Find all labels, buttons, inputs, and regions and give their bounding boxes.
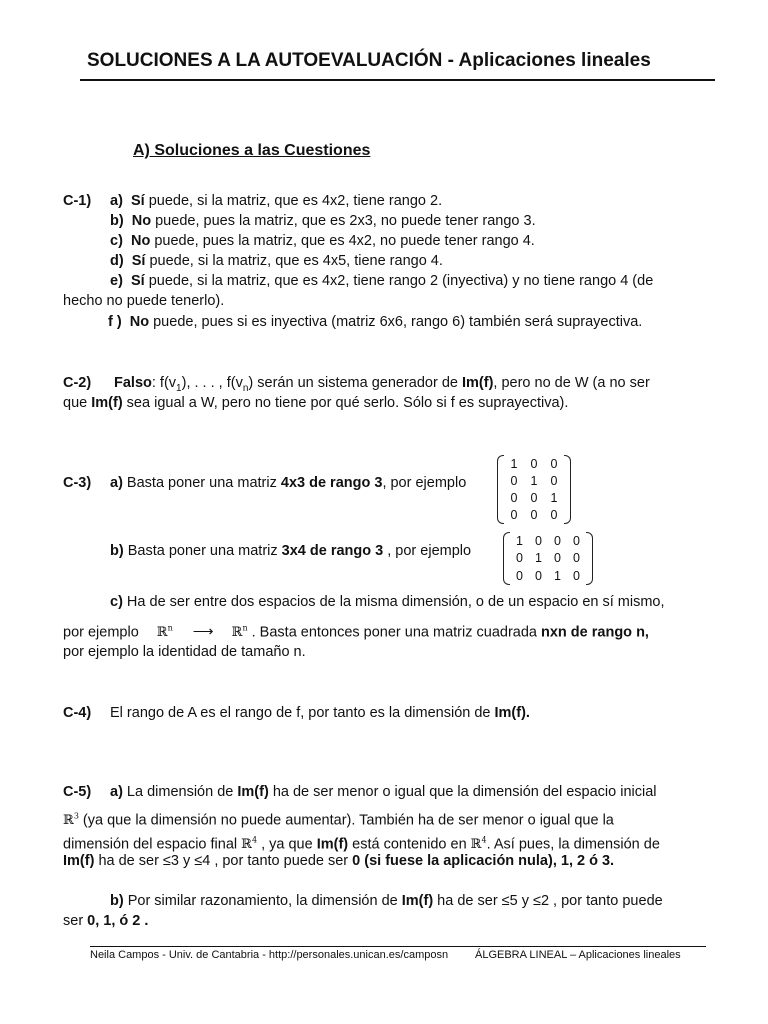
matrix-b-cell: 0 <box>535 533 542 548</box>
matrix-a-row <box>504 472 564 489</box>
c3-item-b <box>110 541 471 561</box>
c1-b-kw: No <box>131 213 152 229</box>
matrix-a-cell: 0 <box>550 473 558 488</box>
c1-a-text: puede, si la matriz, que es 4x2, tiene rango 2. <box>144 193 443 209</box>
c2-l2-post: sea igual a W, pero no tiene por qué serlo. Sólo si f es suprayectiva). <box>122 395 569 411</box>
c2-t2: ), . . . , f(v <box>181 375 243 391</box>
matrix-b-cell: 0 <box>573 569 580 584</box>
c2-t3: ) serán un sistema generador de <box>248 375 462 391</box>
matrix-b-row <box>510 567 586 585</box>
matrix-b-cell: 0 <box>573 533 580 548</box>
maps-to-arrow: ⟶ <box>192 624 214 641</box>
matrix-b-cell: 1 <box>554 569 561 584</box>
matrix-a-cell: 0 <box>550 508 558 523</box>
r4-symbol-1: ℝ <box>241 837 252 853</box>
footer-divider <box>90 946 706 947</box>
c3-a-letter: a) <box>110 475 123 491</box>
domain-space-sup: n <box>167 624 173 633</box>
matrix-b-cell: 1 <box>535 551 542 566</box>
c3-a-pre: Basta poner una matriz <box>122 475 281 491</box>
matrix-a-cell: 0 <box>510 508 518 523</box>
matrix-a-cell: 1 <box>550 491 558 506</box>
c5-b-line-2 <box>63 911 148 931</box>
c1-c-letter: c) <box>110 233 123 249</box>
c3-item-c <box>110 592 665 612</box>
c1-d-text: puede, si la matriz, que es 4x5, tiene rango 4. <box>145 253 443 269</box>
c5-a-l3-pre: dimensión del espacio final <box>63 836 242 853</box>
matrix-a-left-bracket <box>497 455 504 524</box>
c1-label: C-1) <box>63 193 92 209</box>
c1-c-kw: No <box>130 233 151 249</box>
c2-t1: : f(v <box>151 375 177 391</box>
c5-b-l2-pre: ser <box>63 913 88 929</box>
c4-label: C-4) <box>63 705 92 721</box>
c2-kw: Falso <box>114 375 152 391</box>
matrix-a-cell: 0 <box>510 473 518 488</box>
c1-e-letter: e) <box>110 273 123 289</box>
c3-b-pre: Basta poner una matriz <box>123 543 282 559</box>
r3-sup: 3 <box>73 812 79 821</box>
matrix-b-right-bracket <box>586 532 593 585</box>
c1-d-kw: Sí <box>131 253 146 269</box>
c5-a-l4-mid: ha de ser ≤3 y ≤4 , por tanto puede ser <box>94 853 353 869</box>
c5-a-l3-mid2: está contenido en <box>348 836 471 853</box>
c2-subn: n <box>242 382 249 394</box>
c1-item-e <box>110 271 653 291</box>
matrix-b-cell: 1 <box>516 533 523 548</box>
c5-b-l2-bold: 0, 1, ó 2 . <box>87 913 149 929</box>
c3-a-bold: 4x3 de rango 3 <box>280 475 383 491</box>
c5-b-l1-imf: Im(f) <box>401 893 434 909</box>
matrix-b-left-bracket <box>503 532 510 585</box>
c5-b-letter: b) <box>110 893 124 909</box>
section-title: A) Soluciones a las Cuestiones <box>133 142 371 159</box>
c1-b-text: puede, pues la matriz, que es 2x3, no puede tener rango 3. <box>151 213 536 229</box>
matrix-a-cell: 1 <box>530 473 538 488</box>
c5-a-l4-imf: Im(f) <box>63 853 95 869</box>
c5-a-l1-post: ha de ser menor o igual que la dimensión del espacio inicial <box>268 784 657 800</box>
c3-item-a <box>110 473 466 493</box>
matrix-b-cell: 0 <box>573 551 580 566</box>
matrix-b-cell: 0 <box>516 551 523 566</box>
matrix-b-row <box>510 550 586 568</box>
matrix-a-right-bracket <box>564 455 571 524</box>
c1-c-text: puede, pues la matriz, que es 4x2, no puede tener rango 4. <box>150 233 535 249</box>
c3-c-line-3: por ejemplo la identidad de tamaño n. <box>63 644 306 660</box>
page-title: SOLUCIONES A LA AUTOEVALUACIÓN - Aplicaciones lineales <box>87 50 651 71</box>
c1-a-kw: Sí <box>130 193 145 209</box>
codomain-space <box>232 625 248 640</box>
r3-space <box>63 813 79 828</box>
matrix-a-row <box>504 490 564 507</box>
c3-c-letter: c) <box>110 594 123 610</box>
matrix-a-cell: 0 <box>550 456 558 471</box>
header-divider <box>80 79 715 81</box>
c1-b-letter: b) <box>110 213 124 229</box>
matrix-a <box>497 455 571 524</box>
codomain-space-symbol: ℝ <box>231 625 243 641</box>
c5-a-l3-post: . Así pues, la dimensión de <box>486 836 660 853</box>
c2-sub1: 1 <box>176 382 182 394</box>
matrix-a-table <box>504 455 564 524</box>
c2-imf: Im(f) <box>462 375 494 391</box>
matrix-b-cell: 0 <box>535 569 542 584</box>
c4-body: El rango de A es el rango de f, por tanto es la dimensión de <box>110 705 495 721</box>
footer-course: ÁLGEBRA LINEAL – Aplicaciones lineales <box>475 949 681 961</box>
matrix-a-cell: 0 <box>510 491 518 506</box>
matrix-b <box>503 532 593 585</box>
c2-l2-imf: Im(f) <box>91 395 123 411</box>
matrix-a-cell: 1 <box>510 456 518 471</box>
matrix-a-cell: 0 <box>530 456 538 471</box>
c3-b-post: , por ejemplo <box>383 543 472 559</box>
c5-a-l3-mid: , ya que <box>257 836 317 853</box>
c5-a-letter: a) <box>110 784 123 800</box>
c1-item-c <box>110 231 535 251</box>
matrix-a-row <box>504 455 564 472</box>
c5-b-l1-post: ha de ser ≤5 y ≤2 , por tanto puede <box>433 893 663 909</box>
c5-b-line-1 <box>110 891 663 911</box>
matrix-a-cell: 0 <box>530 491 538 506</box>
c5-a-l4-bold: 0 (si fuese la aplicación nula), 1, 2 ó 3. <box>352 853 615 869</box>
c1-e-continuation: hecho no puede tenerlo). <box>63 293 225 309</box>
c1-a-letter: a) <box>110 193 123 209</box>
c1-item-f <box>108 312 642 332</box>
c1-item-a <box>110 191 442 211</box>
c3-label: C-3) <box>63 475 92 491</box>
c3-a-post: , por ejemplo <box>382 475 467 491</box>
r4-sup-2: 4 <box>481 836 487 845</box>
c3-b-bold: 3x4 de rango 3 <box>281 543 384 559</box>
domain-space-symbol: ℝ <box>156 625 168 641</box>
matrix-a-cell: 0 <box>530 508 538 523</box>
c1-item-b <box>110 211 536 231</box>
c1-f-letter: f ) <box>108 314 122 330</box>
c3-c-l2-mid: . Basta entonces poner una matriz cuadrada <box>251 624 541 641</box>
c1-e-kw: Sí <box>130 273 145 289</box>
c2-line-2 <box>63 393 568 413</box>
c3-c-line-2 <box>63 619 649 643</box>
c5-b-l1-pre: Por similar razonamiento, la dimensión de <box>123 893 402 909</box>
c2-label: C-2) <box>63 375 92 391</box>
c4-text <box>110 703 530 723</box>
c3-c-l2-bold: nxn de rango n, <box>541 624 649 641</box>
r4-symbol-2: ℝ <box>470 837 482 853</box>
c2-l2-pre: que <box>63 395 92 411</box>
matrix-a-row <box>504 507 564 524</box>
c5-a-line-2 <box>63 807 614 831</box>
domain-space <box>157 625 173 640</box>
c3-c-text: Ha de ser entre dos espacios de la misma dimensión, o de un espacio en sí mismo, <box>122 594 665 610</box>
c5-a-l2: (ya que la dimensión no puede aumentar). También ha de ser menor o igual que la <box>78 812 614 829</box>
c2-t4: , pero no de W (a no ser <box>493 375 650 391</box>
footer-author: Neila Campos - Univ. de Cantabria - http://personales.unican.es/camposn <box>90 949 449 961</box>
c4-bold: Im(f). <box>494 705 530 721</box>
c5-a-line-1 <box>110 782 657 802</box>
c1-f-text: puede, pues si es inyectiva (matriz 6x6, rango 6) también será suprayectiva. <box>149 314 643 330</box>
c3-b-letter: b) <box>110 543 124 559</box>
c3-c-l2-pre: por ejemplo <box>63 624 139 641</box>
c1-f-kw: No <box>129 314 150 330</box>
c5-a-l1-imf: Im(f) <box>237 784 269 800</box>
c1-d-letter: d) <box>110 253 124 269</box>
c1-item-d <box>110 251 443 271</box>
c5-a-line-4 <box>63 851 614 871</box>
matrix-b-table <box>510 532 586 585</box>
r4-sup-1: 4 <box>251 836 258 845</box>
c5-a-l1-pre: La dimensión de <box>122 784 238 800</box>
c5-label: C-5) <box>63 784 92 800</box>
matrix-b-cell: 0 <box>554 551 561 566</box>
matrix-b-cell: 0 <box>516 569 523 584</box>
c5-a-l3-imf: Im(f) <box>316 836 349 853</box>
c1-e-text: puede, si la matriz, que es 4x2, tiene rango 2 (inyectiva) y no tiene rango 4 (de <box>144 273 654 289</box>
matrix-b-cell: 0 <box>554 533 561 548</box>
matrix-b-row <box>510 532 586 550</box>
codomain-space-sup: n <box>242 624 248 633</box>
r3-symbol: ℝ <box>63 813 74 829</box>
